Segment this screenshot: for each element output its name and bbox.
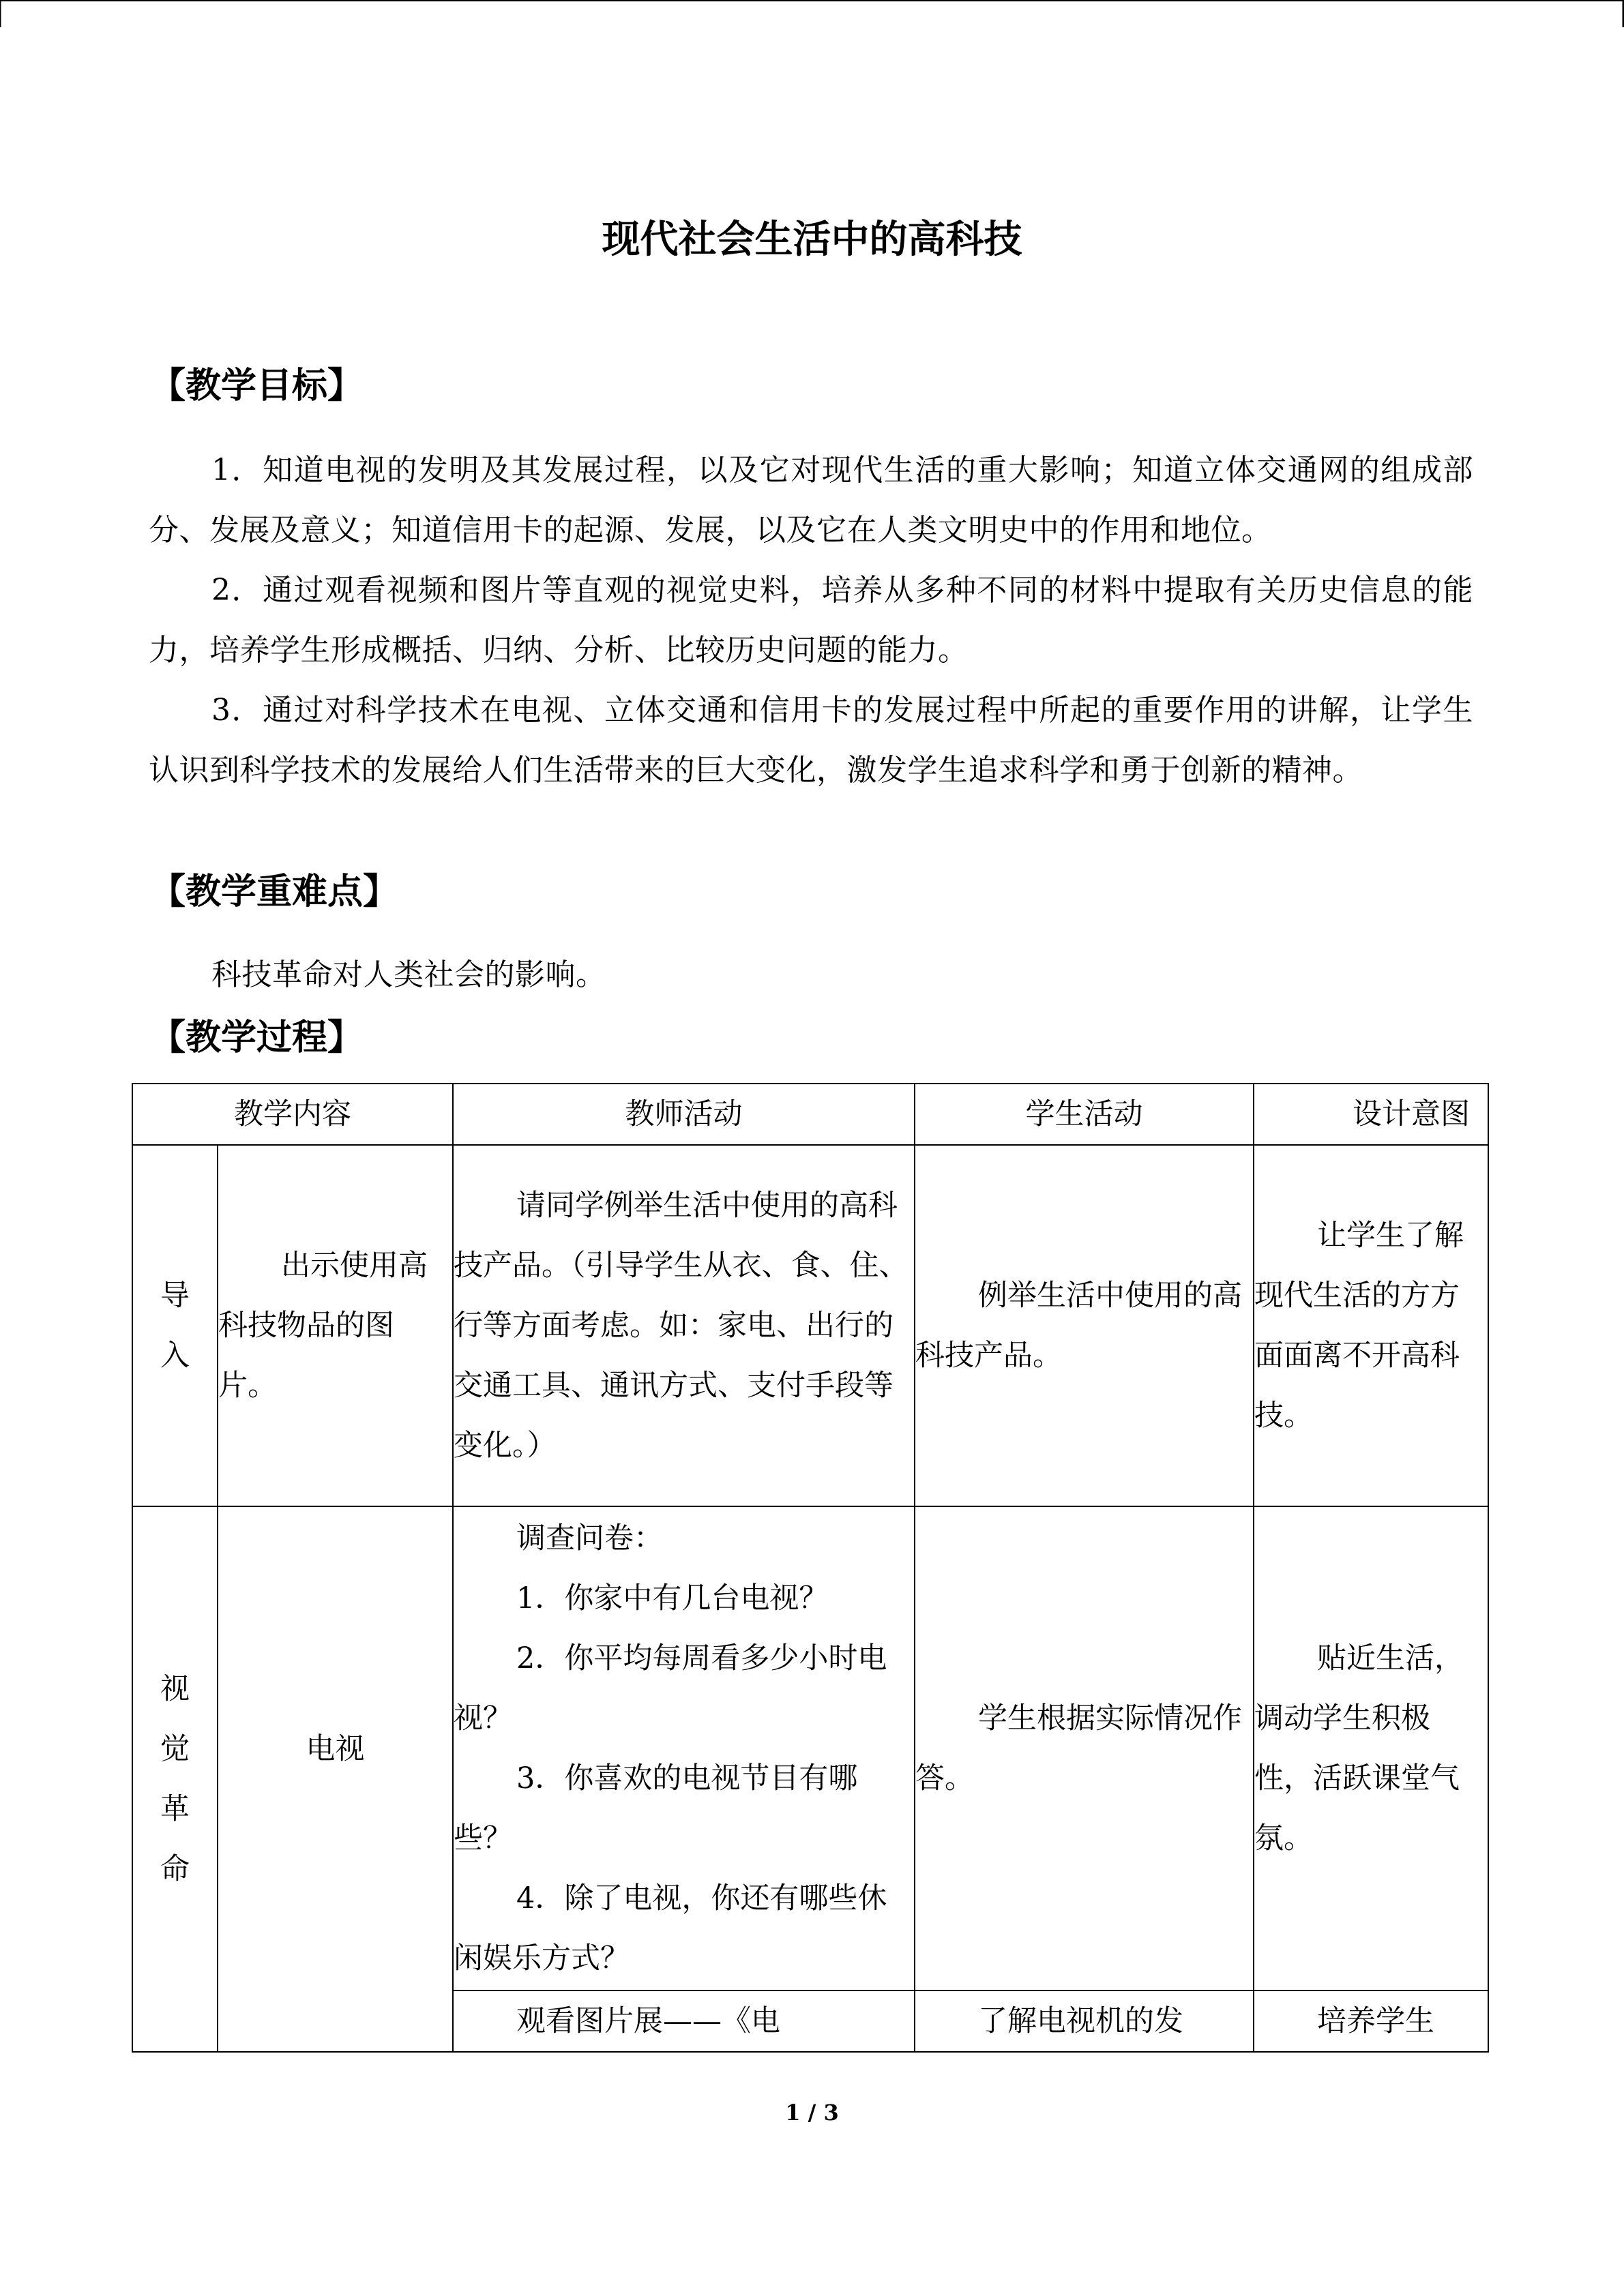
objective-item-2: 2．通过观看视频和图片等直观的视觉史料，培养从多种不同的材料中提取有关历史信息的能力，培养学生形成概括、归纳、分析、比较历史问题的能力。 [149,573,1473,668]
col-header-teacher: 教师活动 [453,1084,915,1145]
objective-item-1: 1．知道电视的发明及其发展过程，以及它对现代生活的重大影响；知道立体交通网的组成部分、发展及意义；知道信用卡的起源、发展，以及它在人类文明史中的作用和地位。 [149,453,1473,548]
objective-item-3: 3．通过对科学技术在电视、立体交通和信用卡的发展过程中所起的重要作用的讲解，让学生认识到科学技术的发展给人们生活带来的巨大变化，激发学生追求科学和勇于创新的精神。 [149,693,1473,788]
intent-cell: 让学生了解现代生活的方方面面离不开高科技。 [1254,1145,1488,1506]
survey-question-4: 4．除了电视，你还有哪些休闲娱乐方式？ [454,1881,887,1976]
table-header-row [132,1084,1488,1145]
survey-question-2: 2．你平均每周看多少小时电视？ [454,1641,887,1735]
teacher-cell: 请同学例举生活中使用的高科技产品。（引导学生从衣、食、住、行等方面考虑。如：家电、出行的交通工具、通讯方式、支付手段等变化。） [453,1145,915,1506]
student-cell: 学生根据实际情况作答。 [915,1506,1254,1991]
survey-title: 调查问卷： [516,1521,663,1555]
section-text: 视觉革命 [160,1672,190,1886]
table-row-intro [132,1145,1488,1506]
survey-question-3: 3．你喜欢的电视节目有哪些？ [454,1761,858,1855]
teacher-cell: 观看图片展——《电 [453,1991,915,2052]
intent-cell: 贴近生活，调动学生积极性，活跃课堂气氛。 [1254,1506,1488,1991]
student-cell: 了解电视机的发 [915,1991,1254,2052]
survey-question-1: 1．你家中有几台电视？ [516,1581,829,1615]
col-header-content: 教学内容 [132,1084,453,1145]
teacher-cell [453,1506,915,1991]
process-table [132,1083,1489,2053]
objectives-heading: 【教学目标】 [150,366,364,406]
intent-cell: 培养学生 [1254,1991,1488,2052]
key-points-heading: 【教学重难点】 [150,871,399,912]
student-cell: 例举生活中使用的高科技产品。 [915,1145,1254,1506]
process-heading: 【教学过程】 [150,1017,364,1058]
section-label-visual [132,1506,218,2052]
content-cell: 出示使用高科技物品的图片。 [218,1145,453,1506]
page-title: 现代社会生活中的高科技 [602,218,1022,262]
table-row-tv [132,1506,1488,1991]
page-number: 1 / 3 [785,2100,839,2126]
col-header-student: 学生活动 [915,1084,1254,1145]
section-label-intro [132,1145,218,1506]
key-points-text: 科技革命对人类社会的影响。 [211,957,606,992]
content-cell: 电视 [218,1506,453,2052]
col-header-intent: 设计意图 [1254,1084,1488,1145]
section-text: 导入 [160,1279,190,1373]
